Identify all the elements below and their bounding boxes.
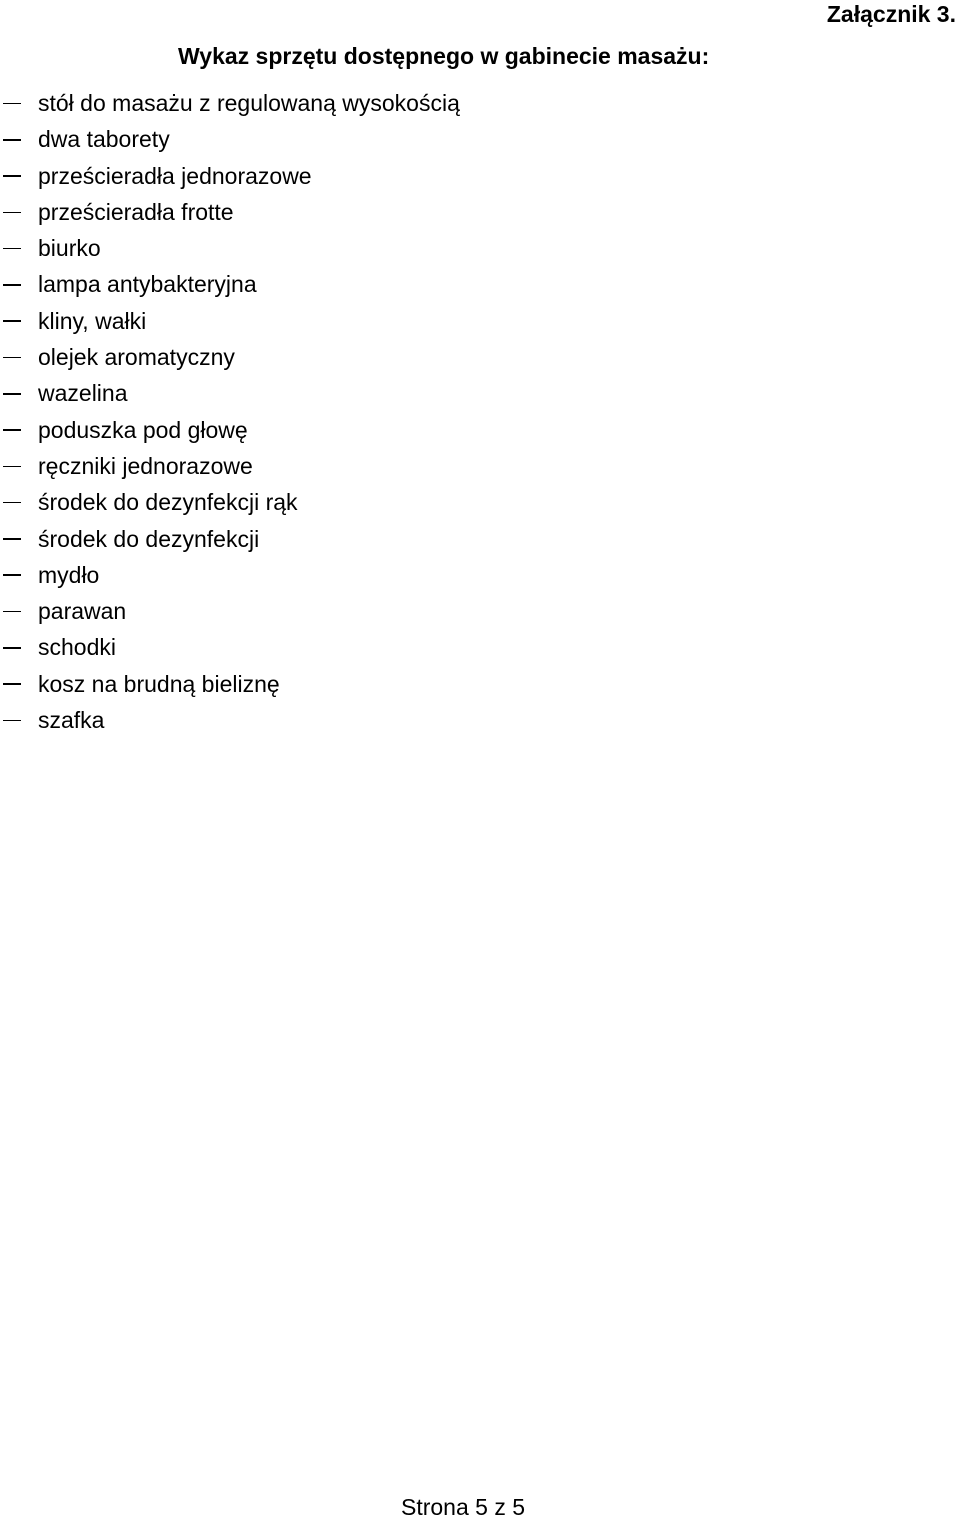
annex-label: Załącznik 3. — [826, 1, 956, 27]
dash-bullet-icon — [2, 303, 22, 339]
dash-bullet-icon — [2, 230, 22, 266]
dash-bullet-icon — [2, 448, 22, 484]
list-item-text: stół do masażu z regulowaną wysokością — [38, 90, 460, 116]
list-item-text: biurko — [38, 235, 101, 262]
dash-bullet-icon — [2, 593, 22, 629]
dash-bullet-icon — [2, 85, 22, 121]
dash-bullet-icon — [2, 339, 22, 375]
list-item-text: środek do dezynfekcji — [38, 525, 260, 552]
list-item-text: kosz na brudną bieliznę — [38, 670, 280, 697]
list-item-text: środek do dezynfekcji rąk — [38, 489, 298, 516]
list-item-text: dwa taborety — [38, 126, 170, 153]
list-item-text: olejek aromatyczny — [38, 344, 235, 371]
dash-bullet-icon — [2, 484, 22, 520]
list-item-text: prześcieradła jednorazowe — [38, 162, 312, 189]
list-item-text: lampa antybakteryjna — [38, 271, 257, 298]
list-item-text: poduszka pod głowę — [38, 416, 248, 443]
list-item-text: wazelina — [38, 380, 128, 407]
dash-bullet-icon — [2, 412, 22, 448]
list-item-text: ręczniki jednorazowe — [38, 452, 253, 479]
list-item-text: kliny, wałki — [38, 307, 147, 334]
dash-bullet-icon — [2, 521, 22, 557]
dash-bullet-icon — [2, 557, 22, 593]
dash-bullet-icon — [2, 666, 22, 702]
document-title: Wykaz sprzętu dostępnego w gabinecie masażu: — [178, 43, 710, 69]
dash-bullet-icon — [2, 158, 22, 194]
dash-bullet-icon — [2, 629, 22, 665]
list-item-text: schodki — [38, 634, 116, 661]
dash-bullet-icon — [2, 121, 22, 157]
dash-bullet-icon — [2, 375, 22, 411]
page-number: Strona 5 z 5 — [400, 1494, 526, 1520]
dash-bullet-icon — [2, 702, 22, 738]
list-item-text: mydło — [38, 561, 100, 588]
list-item-text: parawan — [38, 598, 127, 625]
list-item-text: prześcieradła frotte — [38, 198, 234, 225]
list-item-text: szafka — [38, 707, 105, 734]
dash-bullet-icon — [2, 266, 22, 302]
dash-bullet-icon — [2, 194, 22, 230]
